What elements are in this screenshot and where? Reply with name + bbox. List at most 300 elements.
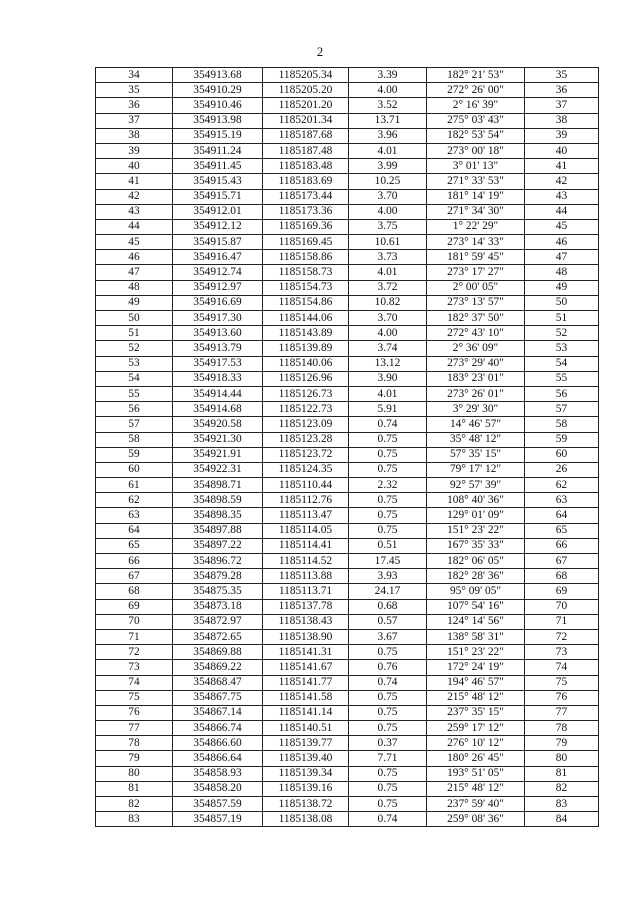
point-number-cell: 76 [96,705,173,720]
length-cell: 3.70 [349,311,427,326]
direction-angle-cell: 215° 48' 12" [427,690,525,705]
length-cell: 3.70 [349,189,427,204]
table-row [96,781,599,796]
length-cell: 10.61 [349,235,427,250]
x-coordinate-cell: 354896.72 [173,554,263,569]
x-coordinate-cell: 354857.59 [173,797,263,812]
length-cell: 0.76 [349,660,427,675]
point-number-cell: 68 [96,584,173,599]
table-row [96,569,599,584]
x-coordinate-cell: 354866.60 [173,736,263,751]
direction-angle-cell: 193° 51' 05" [427,766,525,781]
direction-angle-cell: 273° 13' 57" [427,295,525,310]
x-coordinate-cell: 354868.47 [173,675,263,690]
length-cell: 3.96 [349,128,427,143]
coordinates-table [95,67,599,827]
point-number-cell: 47 [96,265,173,280]
point-number-cell: 37 [96,113,173,128]
y-coordinate-cell: 1185169.36 [263,219,349,234]
table-row [96,326,599,341]
y-coordinate-cell: 1185122.73 [263,402,349,417]
y-coordinate-cell: 1185138.90 [263,629,349,644]
direction-angle-cell: 273° 26' 01" [427,386,525,401]
length-cell: 0.75 [349,705,427,720]
length-cell: 10.82 [349,295,427,310]
point-number-cell: 74 [96,675,173,690]
point-number-cell: 60 [96,462,173,477]
x-coordinate-cell: 354911.24 [173,143,263,158]
length-cell: 4.01 [349,143,427,158]
x-coordinate-cell: 354915.71 [173,189,263,204]
next-point-cell: 66 [525,538,599,553]
direction-angle-cell: 14° 46' 57" [427,417,525,432]
table-row [96,371,599,386]
length-cell: 0.57 [349,614,427,629]
point-number-cell: 46 [96,250,173,265]
x-coordinate-cell: 354898.71 [173,478,263,493]
x-coordinate-cell: 354910.46 [173,98,263,113]
next-point-cell: 78 [525,721,599,736]
next-point-cell: 53 [525,341,599,356]
next-point-cell: 35 [525,68,599,83]
table-row [96,113,599,128]
x-coordinate-cell: 354915.19 [173,128,263,143]
direction-angle-cell: 183° 23' 01" [427,371,525,386]
direction-angle-cell: 275° 03' 43" [427,113,525,128]
x-coordinate-cell: 354915.43 [173,174,263,189]
x-coordinate-cell: 354867.14 [173,705,263,720]
next-point-cell: 55 [525,371,599,386]
table-row [96,311,599,326]
x-coordinate-cell: 354920.58 [173,417,263,432]
direction-angle-cell: 182° 21' 53" [427,68,525,83]
table-row [96,721,599,736]
y-coordinate-cell: 1185141.77 [263,675,349,690]
x-coordinate-cell: 354913.68 [173,68,263,83]
table-row [96,629,599,644]
next-point-cell: 43 [525,189,599,204]
point-number-cell: 71 [96,629,173,644]
y-coordinate-cell: 1185123.09 [263,417,349,432]
table-row [96,128,599,143]
length-cell: 3.72 [349,280,427,295]
y-coordinate-cell: 1185124.35 [263,462,349,477]
next-point-cell: 26 [525,462,599,477]
next-point-cell: 77 [525,705,599,720]
y-coordinate-cell: 1185139.77 [263,736,349,751]
y-coordinate-cell: 1185138.72 [263,797,349,812]
direction-angle-cell: 273° 29' 40" [427,356,525,371]
direction-angle-cell: 57° 35' 15" [427,447,525,462]
table-row [96,447,599,462]
table-row [96,797,599,812]
x-coordinate-cell: 354912.74 [173,265,263,280]
next-point-cell: 58 [525,417,599,432]
y-coordinate-cell: 1185110.44 [263,478,349,493]
point-number-cell: 80 [96,766,173,781]
direction-angle-cell: 276° 10' 12" [427,736,525,751]
x-coordinate-cell: 354866.64 [173,751,263,766]
y-coordinate-cell: 1185141.67 [263,660,349,675]
point-number-cell: 51 [96,326,173,341]
table-row [96,68,599,83]
table-row [96,386,599,401]
y-coordinate-cell: 1185141.31 [263,645,349,660]
y-coordinate-cell: 1185173.44 [263,189,349,204]
direction-angle-cell: 107° 54' 16" [427,599,525,614]
next-point-cell: 45 [525,219,599,234]
table-row [96,554,599,569]
direction-angle-cell: 273° 17' 27" [427,265,525,280]
length-cell: 0.74 [349,812,427,827]
next-point-cell: 68 [525,569,599,584]
point-number-cell: 50 [96,311,173,326]
x-coordinate-cell: 354913.60 [173,326,263,341]
next-point-cell: 41 [525,159,599,174]
table-row [96,159,599,174]
direction-angle-cell: 237° 35' 15" [427,705,525,720]
x-coordinate-cell: 354866.74 [173,721,263,736]
next-point-cell: 70 [525,599,599,614]
table-row [96,280,599,295]
y-coordinate-cell: 1185201.20 [263,98,349,113]
y-coordinate-cell: 1185126.96 [263,371,349,386]
y-coordinate-cell: 1185138.43 [263,614,349,629]
y-coordinate-cell: 1185141.58 [263,690,349,705]
y-coordinate-cell: 1185183.69 [263,174,349,189]
direction-angle-cell: 180° 26' 45" [427,751,525,766]
x-coordinate-cell: 354897.88 [173,523,263,538]
y-coordinate-cell: 1185138.08 [263,812,349,827]
next-point-cell: 46 [525,235,599,250]
point-number-cell: 56 [96,402,173,417]
length-cell: 0.75 [349,432,427,447]
table-row [96,493,599,508]
next-point-cell: 80 [525,751,599,766]
next-point-cell: 73 [525,645,599,660]
next-point-cell: 84 [525,812,599,827]
length-cell: 3.39 [349,68,427,83]
length-cell: 13.12 [349,356,427,371]
direction-angle-cell: 272° 26' 00" [427,83,525,98]
table-row [96,432,599,447]
point-number-cell: 40 [96,159,173,174]
length-cell: 0.68 [349,599,427,614]
point-number-cell: 48 [96,280,173,295]
next-point-cell: 72 [525,629,599,644]
table-row [96,584,599,599]
table-row [96,675,599,690]
y-coordinate-cell: 1185205.20 [263,83,349,98]
x-coordinate-cell: 354922.31 [173,462,263,477]
table-row [96,705,599,720]
point-number-cell: 55 [96,386,173,401]
x-coordinate-cell: 354921.30 [173,432,263,447]
direction-angle-cell: 259° 08' 36" [427,812,525,827]
next-point-cell: 62 [525,478,599,493]
next-point-cell: 49 [525,280,599,295]
direction-angle-cell: 259° 17' 12" [427,721,525,736]
coordinates-table-body [96,68,599,827]
length-cell: 0.75 [349,797,427,812]
table-row [96,523,599,538]
x-coordinate-cell: 354912.01 [173,204,263,219]
length-cell: 0.37 [349,736,427,751]
x-coordinate-cell: 354898.59 [173,493,263,508]
x-coordinate-cell: 354918.33 [173,371,263,386]
length-cell: 0.75 [349,721,427,736]
next-point-cell: 64 [525,508,599,523]
x-coordinate-cell: 354872.97 [173,614,263,629]
point-number-cell: 58 [96,432,173,447]
point-number-cell: 70 [96,614,173,629]
table-row [96,538,599,553]
point-number-cell: 63 [96,508,173,523]
direction-angle-cell: 1° 22' 29" [427,219,525,234]
direction-angle-cell: 182° 28' 36" [427,569,525,584]
y-coordinate-cell: 1185137.78 [263,599,349,614]
x-coordinate-cell: 354875.35 [173,584,263,599]
length-cell: 4.01 [349,265,427,280]
x-coordinate-cell: 354916.47 [173,250,263,265]
y-coordinate-cell: 1185158.86 [263,250,349,265]
y-coordinate-cell: 1185183.48 [263,159,349,174]
y-coordinate-cell: 1185139.89 [263,341,349,356]
next-point-cell: 69 [525,584,599,599]
point-number-cell: 83 [96,812,173,827]
next-point-cell: 36 [525,83,599,98]
next-point-cell: 56 [525,386,599,401]
next-point-cell: 59 [525,432,599,447]
point-number-cell: 81 [96,781,173,796]
next-point-cell: 42 [525,174,599,189]
length-cell: 3.99 [349,159,427,174]
direction-angle-cell: 124° 14' 56" [427,614,525,629]
point-number-cell: 77 [96,721,173,736]
y-coordinate-cell: 1185154.86 [263,295,349,310]
direction-angle-cell: 273° 14' 33" [427,235,525,250]
direction-angle-cell: 79° 17' 12" [427,462,525,477]
point-number-cell: 53 [96,356,173,371]
table-row [96,219,599,234]
table-row [96,265,599,280]
table-row [96,356,599,371]
table-row [96,189,599,204]
table-row [96,98,599,113]
point-number-cell: 36 [96,98,173,113]
next-point-cell: 37 [525,98,599,113]
length-cell: 0.75 [349,781,427,796]
direction-angle-cell: 2° 16' 39" [427,98,525,113]
next-point-cell: 76 [525,690,599,705]
direction-angle-cell: 215° 48' 12" [427,781,525,796]
x-coordinate-cell: 354897.22 [173,538,263,553]
length-cell: 0.75 [349,690,427,705]
y-coordinate-cell: 1185144.06 [263,311,349,326]
point-number-cell: 52 [96,341,173,356]
x-coordinate-cell: 354873.18 [173,599,263,614]
length-cell: 17.45 [349,554,427,569]
next-point-cell: 75 [525,675,599,690]
direction-angle-cell: 272° 43' 10" [427,326,525,341]
point-number-cell: 78 [96,736,173,751]
y-coordinate-cell: 1185139.34 [263,766,349,781]
length-cell: 3.67 [349,629,427,644]
table-row [96,402,599,417]
direction-angle-cell: 35° 48' 12" [427,432,525,447]
direction-angle-cell: 181° 14' 19" [427,189,525,204]
length-cell: 4.00 [349,204,427,219]
table-row [96,690,599,705]
direction-angle-cell: 3° 29' 30" [427,402,525,417]
y-coordinate-cell: 1185143.89 [263,326,349,341]
next-point-cell: 57 [525,402,599,417]
next-point-cell: 48 [525,265,599,280]
next-point-cell: 54 [525,356,599,371]
point-number-cell: 72 [96,645,173,660]
point-number-cell: 34 [96,68,173,83]
y-coordinate-cell: 1185113.71 [263,584,349,599]
point-number-cell: 75 [96,690,173,705]
table-row [96,174,599,189]
direction-angle-cell: 182° 37' 50" [427,311,525,326]
point-number-cell: 41 [96,174,173,189]
length-cell: 0.74 [349,675,427,690]
point-number-cell: 49 [96,295,173,310]
next-point-cell: 67 [525,554,599,569]
y-coordinate-cell: 1185126.73 [263,386,349,401]
length-cell: 4.00 [349,83,427,98]
y-coordinate-cell: 1185201.34 [263,113,349,128]
y-coordinate-cell: 1185154.73 [263,280,349,295]
next-point-cell: 82 [525,781,599,796]
x-coordinate-cell: 354858.93 [173,766,263,781]
point-number-cell: 65 [96,538,173,553]
direction-angle-cell: 237° 59' 40" [427,797,525,812]
page-number: 2 [316,44,324,59]
direction-angle-cell: 92° 57' 39" [427,478,525,493]
next-point-cell: 74 [525,660,599,675]
table-row [96,645,599,660]
table-row [96,250,599,265]
length-cell: 3.75 [349,219,427,234]
x-coordinate-cell: 354872.65 [173,629,263,644]
direction-angle-cell: 138° 58' 31" [427,629,525,644]
next-point-cell: 39 [525,128,599,143]
y-coordinate-cell: 1185114.05 [263,523,349,538]
x-coordinate-cell: 354867.75 [173,690,263,705]
length-cell: 0.75 [349,493,427,508]
length-cell: 0.75 [349,645,427,660]
length-cell: 4.00 [349,326,427,341]
next-point-cell: 81 [525,766,599,781]
table-row [96,295,599,310]
direction-angle-cell: 151° 23' 22" [427,523,525,538]
x-coordinate-cell: 354914.68 [173,402,263,417]
table-row [96,204,599,219]
direction-angle-cell: 129° 01' 09" [427,508,525,523]
table-row [96,508,599,523]
direction-angle-cell: 194° 46' 57" [427,675,525,690]
y-coordinate-cell: 1185123.72 [263,447,349,462]
table-row [96,83,599,98]
x-coordinate-cell: 354914.44 [173,386,263,401]
point-number-cell: 64 [96,523,173,538]
direction-angle-cell: 108° 40' 36" [427,493,525,508]
length-cell: 3.90 [349,371,427,386]
next-point-cell: 71 [525,614,599,629]
next-point-cell: 52 [525,326,599,341]
length-cell: 5.91 [349,402,427,417]
y-coordinate-cell: 1185123.28 [263,432,349,447]
table-row [96,143,599,158]
direction-angle-cell: 182° 06' 05" [427,554,525,569]
length-cell: 0.75 [349,766,427,781]
table-row [96,812,599,827]
point-number-cell: 44 [96,219,173,234]
point-number-cell: 73 [96,660,173,675]
length-cell: 0.75 [349,462,427,477]
y-coordinate-cell: 1185158.73 [263,265,349,280]
x-coordinate-cell: 354913.79 [173,341,263,356]
x-coordinate-cell: 354898.35 [173,508,263,523]
y-coordinate-cell: 1185114.41 [263,538,349,553]
point-number-cell: 61 [96,478,173,493]
x-coordinate-cell: 354917.30 [173,311,263,326]
table-row [96,462,599,477]
point-number-cell: 42 [96,189,173,204]
point-number-cell: 43 [96,204,173,219]
table-row [96,417,599,432]
next-point-cell: 44 [525,204,599,219]
next-point-cell: 40 [525,143,599,158]
direction-angle-cell: 151° 23' 22" [427,645,525,660]
direction-angle-cell: 271° 34' 30" [427,204,525,219]
x-coordinate-cell: 354915.87 [173,235,263,250]
length-cell: 4.01 [349,386,427,401]
length-cell: 7.71 [349,751,427,766]
next-point-cell: 47 [525,250,599,265]
y-coordinate-cell: 1185113.47 [263,508,349,523]
length-cell: 13.71 [349,113,427,128]
table-row [96,660,599,675]
point-number-cell: 57 [96,417,173,432]
table-row [96,235,599,250]
next-point-cell: 51 [525,311,599,326]
x-coordinate-cell: 354911.45 [173,159,263,174]
table-row [96,736,599,751]
point-number-cell: 82 [96,797,173,812]
length-cell: 0.75 [349,508,427,523]
point-number-cell: 79 [96,751,173,766]
point-number-cell: 59 [96,447,173,462]
direction-angle-cell: 172° 24' 19" [427,660,525,675]
length-cell: 2.32 [349,478,427,493]
next-point-cell: 79 [525,736,599,751]
y-coordinate-cell: 1185113.88 [263,569,349,584]
direction-angle-cell: 2° 36' 09" [427,341,525,356]
table-row [96,751,599,766]
next-point-cell: 65 [525,523,599,538]
point-number-cell: 45 [96,235,173,250]
direction-angle-cell: 273° 00' 18" [427,143,525,158]
length-cell: 24.17 [349,584,427,599]
y-coordinate-cell: 1185112.76 [263,493,349,508]
length-cell: 3.52 [349,98,427,113]
next-point-cell: 60 [525,447,599,462]
next-point-cell: 50 [525,295,599,310]
x-coordinate-cell: 354879.28 [173,569,263,584]
